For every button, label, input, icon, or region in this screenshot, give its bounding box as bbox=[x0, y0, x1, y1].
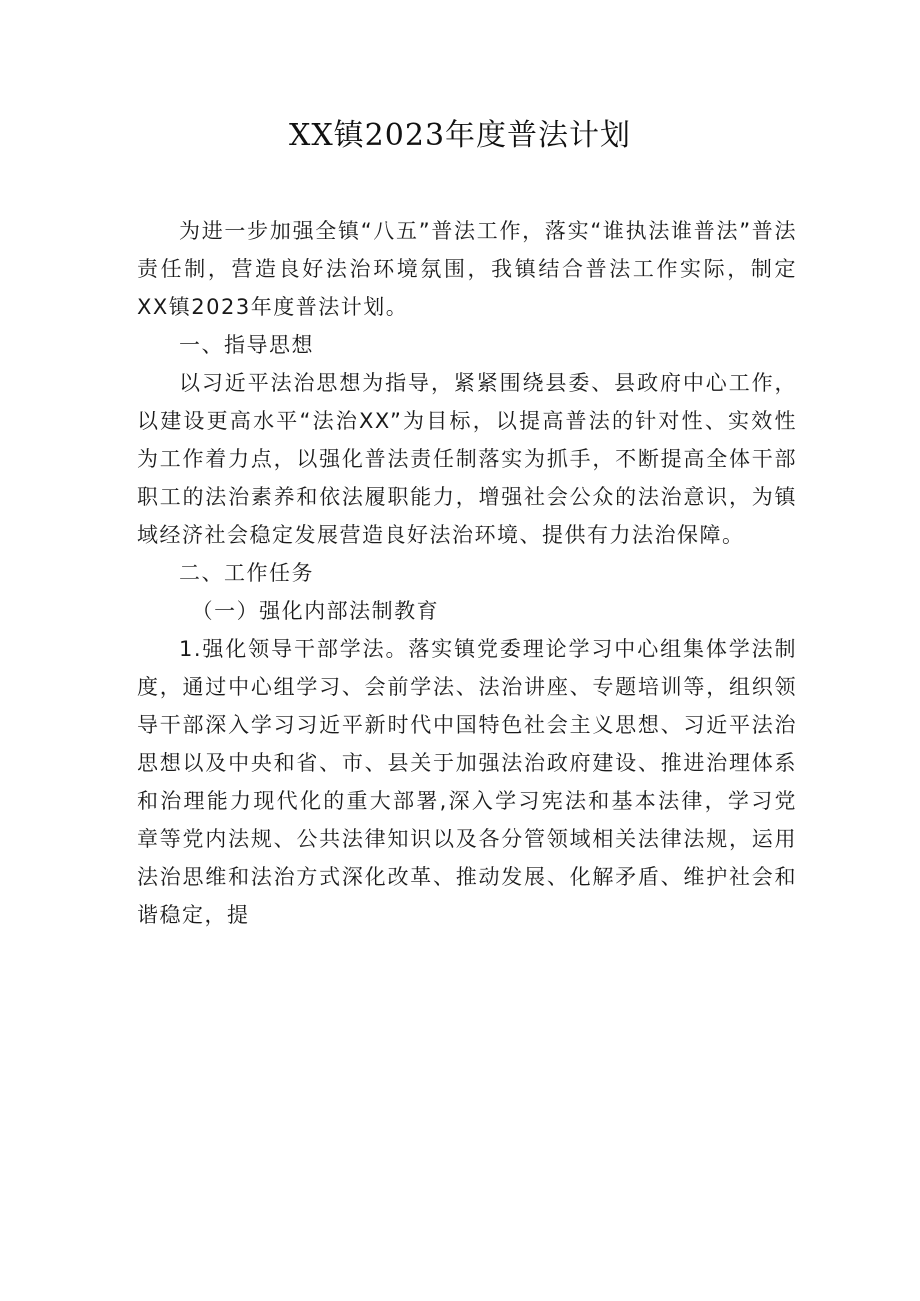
task-item-leader-study: 1.强化领导干部学法。落实镇党委理论学习中心组集体学法制度，通过中心组学习、会前学法、法治讲座、专题培训等，组织领导干部深入学习习近平新时代中国特色社会主义思想、习近平法治思想以及中央和省、市、县关于加强法治政府建设、推进治理体系和治理能力现代化的重大部署,深入学习宪法和基本法律，学习党章等党内法规、公共法律知识以及各分管领域相关法律法规，运用法治思维和法治方式深化改革、推动发展、化解矛盾、维护社会和谐稳定，提 bbox=[137, 637, 797, 927]
subsection-heading-internal-education: （一）强化内部法制教育 bbox=[191, 599, 440, 623]
section-heading-work-tasks: 二、工作任务 bbox=[179, 561, 314, 585]
section-heading-guiding-ideology: 一、指导思想 bbox=[179, 333, 314, 357]
guiding-ideology-paragraph: 以习近平法治思想为指导，紧紧围绕县委、县政府中心工作，以建设更高水平“法治XX”为目标，以提高普法的针对性、实效性为工作着力点，以强化普法责任制落实为抓手，不断提高全体干部职工的法治素养和依法履职能力，增强社会公众的法治意识，为镇域经济社会稳定发展营造良好法治环境、提供有力法治保障。 bbox=[137, 371, 797, 547]
intro-paragraph: 为进一步加强全镇“八五”普法工作，落实“谁执法谁普法”普法责任制，营造良好法治环境氛围，我镇结合普法工作实际，制定XX镇2023年度普法计划。 bbox=[137, 219, 797, 319]
document-title: XX镇2023年度普法计划 bbox=[288, 118, 632, 153]
document-body bbox=[137, 212, 797, 934]
